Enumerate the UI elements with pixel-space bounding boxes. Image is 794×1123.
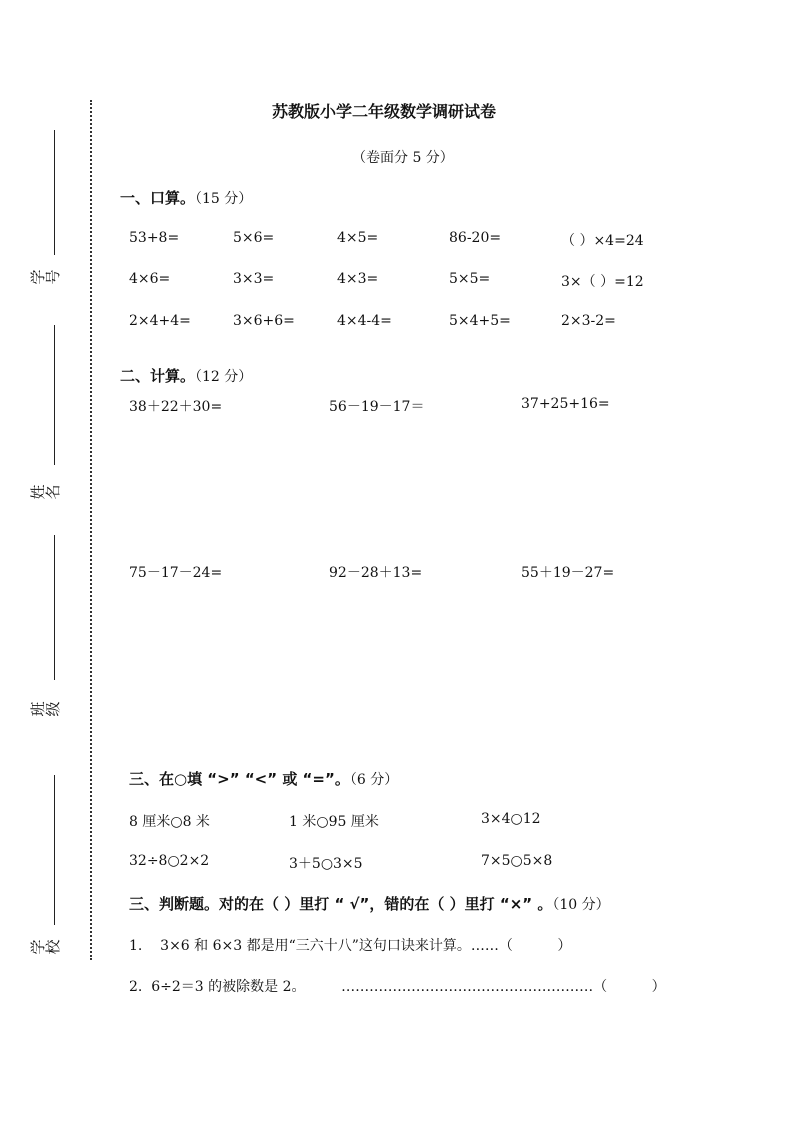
oral-item: 4×6= <box>129 271 171 287</box>
compare-item: 3＋5○3×5 <box>289 856 363 872</box>
judge-item: 2. 6÷2＝3 的被除数是 2。 ………………………………………………（ ） <box>129 979 666 995</box>
oral-item: 2×3-2= <box>561 313 616 329</box>
binding-line-2 <box>54 325 55 465</box>
school-label: 学校 <box>29 939 62 955</box>
section-3-points: （6 分） <box>349 772 399 788</box>
compare-item: 8 厘米○8 米 <box>129 814 210 830</box>
oral-item: 3×3= <box>233 271 275 287</box>
section-3-title: 三、在○填 “>” “<” 或 “=”。 <box>129 770 350 788</box>
oral-item: 4×4-4= <box>337 313 392 329</box>
oral-item: 5×5= <box>449 271 491 287</box>
oral-item: 4×5= <box>337 230 379 246</box>
calc-item: 92－28＋13= <box>329 565 423 581</box>
calc-item: 75－17－24= <box>129 565 223 581</box>
oral-item: 2×4+4= <box>129 313 191 329</box>
section-4-title: 三、判断题。对的在（ ）里打 “ √”，错的在（ ）里打 “×” 。 <box>129 895 553 913</box>
section-4-heading <box>129 893 610 914</box>
compare-item: 3×4○12 <box>481 811 541 827</box>
section-1-points: （15 分） <box>195 191 253 207</box>
compare-item: 32÷8○2×2 <box>129 853 210 869</box>
oral-item: 5×6= <box>233 230 275 246</box>
compare-item: 7×5○5×8 <box>481 853 553 869</box>
calc-item: 56－19－17＝ <box>329 399 425 415</box>
section-2-title: 二、计算。 <box>120 367 196 385</box>
compare-item: 1 米○95 厘米 <box>289 814 379 830</box>
binding-line-3 <box>54 535 55 680</box>
oral-item: 53+8= <box>129 230 180 246</box>
oral-item: 5×4+5= <box>449 313 511 329</box>
oral-item: 3×6+6= <box>233 313 295 329</box>
calc-item: 38＋22＋30= <box>129 399 223 415</box>
binding-line-4 <box>54 775 55 925</box>
name-label: 姓名 <box>29 484 62 500</box>
oral-item: （ ）×4=24 <box>561 233 644 249</box>
section-2-heading <box>120 365 252 386</box>
binding-line-1 <box>54 130 55 255</box>
oral-item: 3×（ ）=12 <box>561 274 644 290</box>
judge-item: 1. 3×6 和 6×3 都是用“三六十八”这句口诀来计算。……（ ） <box>129 938 572 954</box>
oral-item: 4×3= <box>337 271 379 287</box>
class-label: 班级 <box>29 701 62 717</box>
oral-item: 86-20= <box>449 230 502 246</box>
section-1-title: 一、口算。 <box>120 189 196 207</box>
calc-item: 37+25+16= <box>521 396 610 412</box>
student-id-label: 学号 <box>29 269 62 285</box>
section-3-heading <box>129 768 398 789</box>
page-title: 苏教版小学二年级数学调研试卷 <box>272 102 497 121</box>
section-2-points: （12 分） <box>195 369 253 385</box>
binding-dotted-line <box>90 100 92 960</box>
calc-item: 55＋19－27= <box>521 565 615 581</box>
section-4-points: （10 分） <box>552 897 610 913</box>
page-subtitle: （卷面分 5 分） <box>352 150 454 166</box>
section-1-heading <box>120 187 252 208</box>
